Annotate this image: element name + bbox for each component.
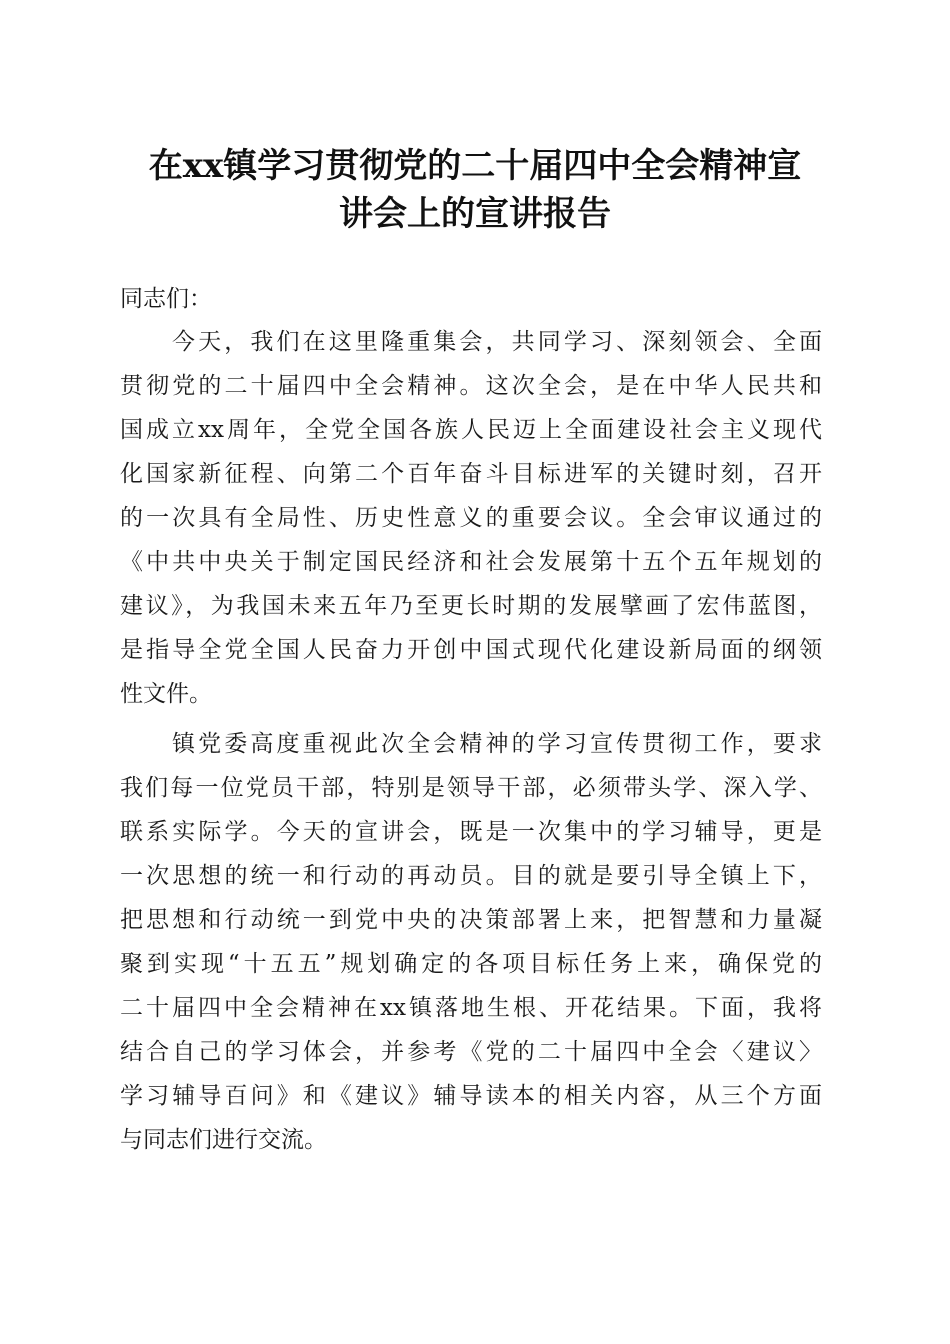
paragraph-2-line: 聚到实现“十五五”规划确定的各项目标任务上来，确保党的 <box>120 951 822 977</box>
paragraph-2-line: 镇党委高度重视此次全会精神的学习宣传贯彻工作，要求 <box>172 731 822 757</box>
paragraph-1-line: 的一次具有全局性、历史性意义的重要会议。全会审议通过的 <box>120 505 822 531</box>
paragraph-1-line: 贯彻党的二十届四中全会精神。这次全会，是在中华人民共和 <box>120 373 822 399</box>
paragraph-2-line: 我们每一位党员干部，特别是领导干部，必须带头学、深入学、 <box>120 775 822 801</box>
paragraph-1-line: 国成立xx周年，全党全国各族人民迈上全面建设社会主义现代 <box>120 417 822 443</box>
salutation: 同志们： <box>120 286 212 312</box>
paragraph-2-line: 结合自己的学习体会，并参考《党的二十届四中全会〈建议〉 <box>120 1039 822 1065</box>
paragraph-2-line: 一次思想的统一和行动的再动员。目的就是要引导全镇上下， <box>120 863 822 889</box>
paragraph-2-line: 联系实际学。今天的宣讲会，既是一次集中的学习辅导，更是 <box>120 819 822 845</box>
paragraph-1-line: 建议》，为我国未来五年乃至更长时期的发展擘画了宏伟蓝图， <box>120 593 822 619</box>
paragraph-1-line: 是指导全党全国人民奋力开创中国式现代化建设新局面的纲领 <box>120 637 822 663</box>
document-title-line-2: 讲会上的宣讲报告 <box>339 194 611 234</box>
paragraph-1-line: 化国家新征程、向第二个百年奋斗目标进军的关键时刻，召开 <box>120 461 822 487</box>
document-title-line-1: 在xx镇学习贯彻党的二十届四中全会精神宣 <box>148 146 802 186</box>
paragraph-2-line: 二十届四中全会精神在xx镇落地生根、开花结果。下面，我将 <box>120 995 822 1021</box>
paragraph-2-line: 学习辅导百问》和《建议》辅导读本的相关内容，从三个方面 <box>120 1083 822 1109</box>
paragraph-2-line: 把思想和行动统一到党中央的决策部署上来，把智慧和力量凝 <box>120 907 822 933</box>
paragraph-2-line: 与同志们进行交流。 <box>120 1127 327 1153</box>
paragraph-1-line: 《中共中央关于制定国民经济和社会发展第十五个五年规划的 <box>120 549 822 575</box>
paragraph-1-line: 今天，我们在这里隆重集会，共同学习、深刻领会、全面 <box>172 329 822 355</box>
paragraph-1-line: 性文件。 <box>120 681 212 707</box>
